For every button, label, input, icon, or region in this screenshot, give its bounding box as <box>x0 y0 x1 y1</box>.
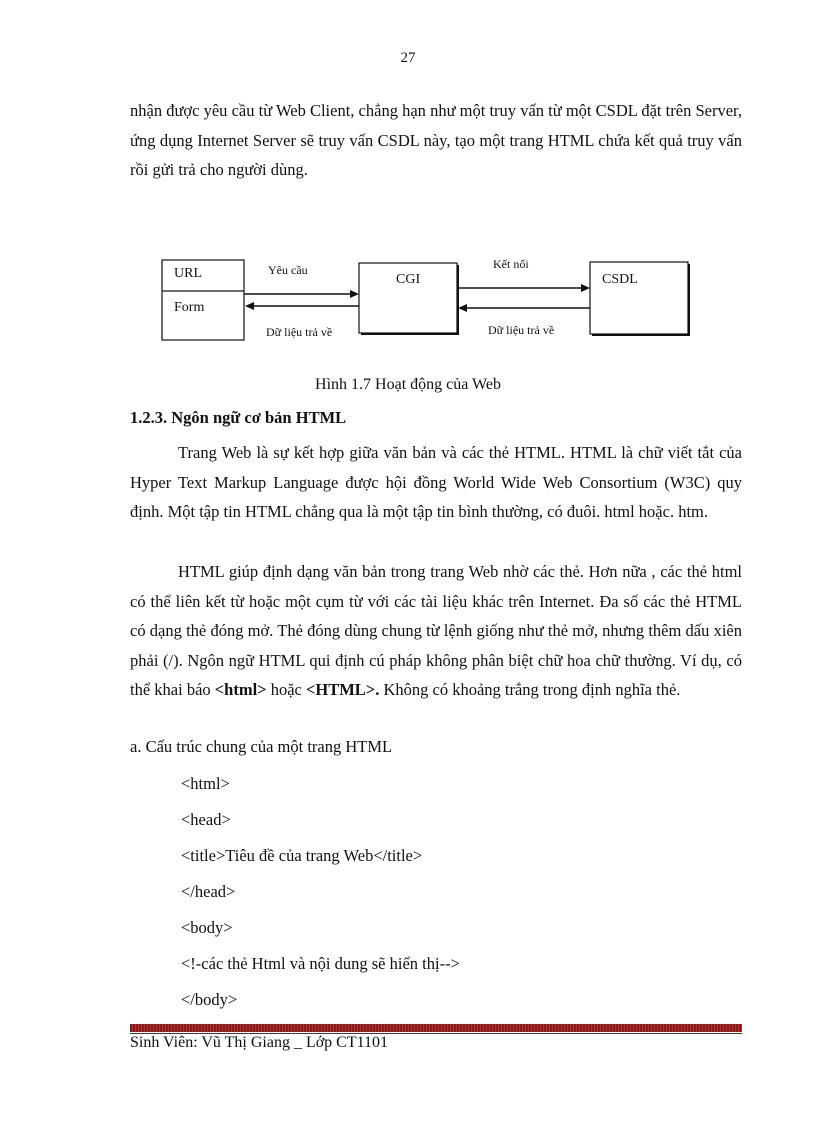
cgi-label: CGI <box>396 272 421 287</box>
connect-arrowhead <box>581 284 590 292</box>
code-line: <title>Tiêu đề của trang Web</title> <box>181 846 423 865</box>
bold-html-lower: <html> <box>214 680 267 699</box>
form-label: Form <box>174 300 205 315</box>
connect-label: Kết nối <box>493 257 529 271</box>
list-item-a: a. Cấu trúc chung của một trang HTML <box>130 737 393 756</box>
paragraph-html-definition: Trang Web là sự kết hợp giữa văn bản và các thẻ HTML. HTML là chữ viết tắt của Hyper Text Markup Language được hội đồng World Wide Web Consortium (W3C) quy định. Một tập tin HTML chẳng qua là một tập tin bình thường, có đuôi. html hoặc. htm. <box>130 443 742 521</box>
response-arrowhead-left <box>245 302 254 310</box>
code-line: <!-các thẻ Html và nội dung sẽ hiển thị--> <box>181 954 460 973</box>
url-label: URL <box>174 266 202 281</box>
code-line: </head> <box>181 882 236 901</box>
intro-paragraph: nhận được yêu cầu từ Web Client, chẳng hạn như một truy vấn từ một CSDL đặt trên Server, ứng dụng Internet Server sẽ truy vấn CSDL này, tạo một trang HTML chứa kết quả truy vấn rồi gửi trả cho người dùng. <box>130 101 742 179</box>
footer-author: Sinh Viên: Vũ Thị Giang _ Lớp CT1101 <box>130 1034 389 1051</box>
request-label: Yêu cầu <box>268 263 308 277</box>
paragraph-text-a: HTML giúp định dạng văn bản trong trang Web nhờ các thẻ. Hơn nữa , các thẻ html có thể liên kết từ hoặc một cụm từ với các tài liệu khác trên Internet. Đa số các thẻ HTML có dạng thẻ đóng mở. Thẻ đóng dùng chung từ lệnh giống như thẻ mở, nhưng thêm dấu xiên phải (/). Ngôn ngữ HTML qui định cú pháp không phân biệt chữ hoa chữ thường. Ví dụ, có thể khai báo <box>130 562 742 699</box>
paragraph-text-c: Không có khoảng trắng trong định nghĩa thẻ. <box>379 680 681 699</box>
section-heading: 1.2.3. Ngôn ngữ cơ bản HTML <box>130 408 347 427</box>
code-line: <body> <box>181 918 233 937</box>
code-line: </body> <box>181 990 238 1009</box>
footer-rule <box>130 1024 742 1032</box>
figure-caption: Hình 1.7 Hoạt động của Web <box>315 376 501 393</box>
bold-html-upper: <HTML>. <box>305 680 380 699</box>
request-arrowhead <box>350 290 359 298</box>
csdl-label: CSDL <box>602 272 638 287</box>
page-number: 27 <box>400 50 416 66</box>
web-operation-diagram <box>160 250 700 345</box>
response-label-right: Dữ liệu trả về <box>488 323 555 337</box>
paragraph-html-tags <box>130 557 742 705</box>
response-label-left: Dữ liệu trả về <box>266 325 333 339</box>
code-line: <html> <box>181 774 230 793</box>
paragraph-text-b: hoặc <box>266 680 306 699</box>
code-line: <head> <box>181 810 231 829</box>
response-arrowhead-right <box>458 304 467 312</box>
